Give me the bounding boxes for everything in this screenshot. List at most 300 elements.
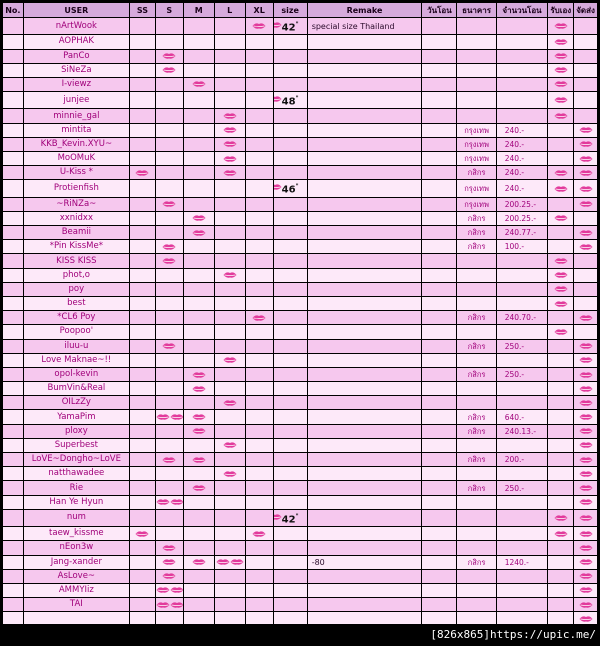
cell <box>245 541 273 555</box>
cell <box>245 35 273 49</box>
cell <box>214 339 245 353</box>
cell <box>130 509 156 526</box>
lips-icon <box>156 586 170 594</box>
cell <box>155 282 183 296</box>
cell <box>183 382 214 396</box>
cell <box>130 166 156 180</box>
cell <box>422 410 457 424</box>
lips-icon <box>579 314 593 322</box>
amount-cell: 250.- <box>496 367 548 381</box>
lips-icon <box>554 285 568 293</box>
cell <box>155 367 183 381</box>
bank-cell: กรุงเทพ <box>457 123 496 137</box>
table-row <box>3 137 598 151</box>
order-sheet <box>2 2 598 624</box>
cell <box>574 77 598 91</box>
cell <box>496 569 548 583</box>
cell <box>457 35 496 49</box>
table-row <box>3 240 598 254</box>
lips-icon <box>579 243 593 251</box>
cell <box>130 598 156 612</box>
cell <box>155 527 183 541</box>
cell <box>214 509 245 526</box>
cell <box>183 509 214 526</box>
cell <box>155 49 183 63</box>
cell <box>214 481 245 495</box>
cell <box>214 137 245 151</box>
table-row <box>3 268 598 282</box>
cell <box>245 339 273 353</box>
cell <box>155 151 183 165</box>
cell <box>155 109 183 123</box>
cell <box>457 495 496 509</box>
lips-icon <box>162 243 176 251</box>
cell <box>214 382 245 396</box>
table-row <box>3 77 598 91</box>
cell <box>548 92 574 109</box>
lips-icon <box>554 112 568 120</box>
cell <box>155 453 183 467</box>
lips-icon <box>579 371 593 379</box>
cell <box>130 211 156 225</box>
cell <box>548 569 574 583</box>
cell <box>496 353 548 367</box>
cell <box>214 240 245 254</box>
table-row <box>3 367 598 381</box>
remake-cell <box>307 325 422 339</box>
cell <box>422 396 457 410</box>
cell <box>3 240 24 254</box>
user-cell: best <box>23 296 129 310</box>
cell <box>422 226 457 240</box>
cell <box>183 296 214 310</box>
cell <box>422 353 457 367</box>
cell <box>574 197 598 211</box>
remake-cell <box>307 495 422 509</box>
cell <box>155 197 183 211</box>
cell <box>155 137 183 151</box>
cell <box>3 438 24 452</box>
cell <box>130 325 156 339</box>
cell <box>183 481 214 495</box>
lips-icon <box>579 456 593 464</box>
lips-icon <box>162 456 176 464</box>
cell <box>422 35 457 49</box>
cell <box>130 197 156 211</box>
table-row <box>3 438 598 452</box>
cell <box>155 166 183 180</box>
cell <box>3 254 24 268</box>
cell <box>548 339 574 353</box>
lips-icon <box>554 169 568 177</box>
table-row <box>3 467 598 481</box>
cell <box>548 467 574 481</box>
cell <box>457 296 496 310</box>
cell <box>574 583 598 597</box>
cell <box>457 282 496 296</box>
cell <box>214 555 245 569</box>
size-value: 46 <box>281 184 296 196</box>
user-cell: minnie_gal <box>23 109 129 123</box>
cell <box>574 438 598 452</box>
user-cell: nEon3w <box>23 541 129 555</box>
lips-icon <box>192 558 206 566</box>
cell <box>214 541 245 555</box>
remake-cell <box>307 35 422 49</box>
remake-cell <box>307 63 422 77</box>
remake-cell <box>307 367 422 381</box>
cell <box>548 424 574 438</box>
cell <box>574 311 598 325</box>
table-row <box>3 541 598 555</box>
user-cell: AOPHAK <box>23 35 129 49</box>
cell <box>574 509 598 526</box>
user-cell: poy <box>23 282 129 296</box>
cell <box>183 598 214 612</box>
lips-icon <box>579 155 593 163</box>
cell <box>245 18 273 35</box>
column-header: USER <box>23 3 129 18</box>
cell <box>214 527 245 541</box>
cell <box>130 35 156 49</box>
lips-icon <box>554 257 568 265</box>
user-cell: Rie <box>23 481 129 495</box>
cell <box>273 569 307 583</box>
lips-icon <box>162 544 176 552</box>
lips-icon <box>162 572 176 580</box>
cell <box>3 311 24 325</box>
lips-icon <box>554 22 568 30</box>
lips-icon <box>162 257 176 265</box>
cell <box>496 77 548 91</box>
size-value: 48 <box>281 96 296 108</box>
cell <box>574 325 598 339</box>
cell <box>130 63 156 77</box>
lips-icon <box>192 427 206 435</box>
lips-icon <box>554 214 568 222</box>
lips-icon <box>156 601 170 609</box>
remake-cell: -80 <box>307 555 422 569</box>
bank-cell: กสิกร <box>457 226 496 240</box>
cell <box>245 92 273 109</box>
cell <box>130 527 156 541</box>
cell <box>3 325 24 339</box>
cell <box>130 282 156 296</box>
remake-cell: special size Thailand <box>307 18 422 35</box>
lips-icon <box>554 300 568 308</box>
cell <box>496 325 548 339</box>
cell <box>422 77 457 91</box>
cell <box>496 396 548 410</box>
cell <box>245 467 273 481</box>
cell <box>574 296 598 310</box>
cell <box>422 453 457 467</box>
cell <box>3 495 24 509</box>
cell <box>245 495 273 509</box>
cell <box>245 353 273 367</box>
table-row <box>3 18 598 35</box>
cell <box>183 109 214 123</box>
cell <box>214 18 245 35</box>
cell <box>273 424 307 438</box>
cell <box>273 35 307 49</box>
cell <box>422 438 457 452</box>
cell <box>3 63 24 77</box>
lips-icon <box>273 513 282 521</box>
cell <box>155 541 183 555</box>
table-row <box>3 583 598 597</box>
cell <box>496 63 548 77</box>
cell <box>548 296 574 310</box>
cell <box>130 92 156 109</box>
cell <box>457 353 496 367</box>
user-cell: MoOMuK <box>23 151 129 165</box>
lips-icon <box>223 140 237 148</box>
cell <box>574 63 598 77</box>
table-row <box>3 63 598 77</box>
cell <box>3 77 24 91</box>
cell <box>457 396 496 410</box>
bank-cell: กรุงเทพ <box>457 137 496 151</box>
cell <box>496 49 548 63</box>
cell <box>273 598 307 612</box>
cell <box>245 166 273 180</box>
cell <box>214 583 245 597</box>
lips-icon <box>579 530 593 538</box>
remake-cell <box>307 410 422 424</box>
cell <box>155 583 183 597</box>
bank-cell: กสิกร <box>457 424 496 438</box>
cell <box>457 49 496 63</box>
cell <box>548 509 574 526</box>
user-cell: SiNeZa <box>23 63 129 77</box>
cell <box>183 254 214 268</box>
cell <box>457 509 496 526</box>
lips-icon <box>554 52 568 60</box>
cell <box>130 339 156 353</box>
cell <box>155 311 183 325</box>
cell <box>422 541 457 555</box>
cell <box>130 151 156 165</box>
cell <box>130 109 156 123</box>
cell <box>548 63 574 77</box>
lips-icon <box>216 558 230 566</box>
cell <box>3 268 24 282</box>
cell <box>155 481 183 495</box>
cell <box>273 109 307 123</box>
bank-cell: กรุงเทพ <box>457 180 496 197</box>
cell <box>422 180 457 197</box>
remake-cell <box>307 509 422 526</box>
cell <box>574 569 598 583</box>
cell <box>3 282 24 296</box>
cell <box>457 569 496 583</box>
cell <box>130 268 156 282</box>
remake-cell <box>307 180 422 197</box>
user-cell: BumVin&Real <box>23 382 129 396</box>
cell <box>130 541 156 555</box>
column-header: จัดส่ง <box>574 3 598 18</box>
cell <box>548 240 574 254</box>
cell <box>214 77 245 91</box>
cell <box>245 555 273 569</box>
cell <box>214 311 245 325</box>
cell <box>574 495 598 509</box>
cell <box>457 598 496 612</box>
cell <box>3 226 24 240</box>
cell <box>155 467 183 481</box>
table-row <box>3 109 598 123</box>
cell <box>422 49 457 63</box>
lips-icon <box>554 80 568 88</box>
cell <box>214 211 245 225</box>
cell <box>3 353 24 367</box>
cell <box>496 296 548 310</box>
cell <box>3 18 24 35</box>
column-header: Remake <box>307 3 422 18</box>
cell <box>422 467 457 481</box>
bank-cell: กสิกร <box>457 240 496 254</box>
user-cell: ~RiNZa~ <box>23 197 129 211</box>
cell <box>130 467 156 481</box>
cell <box>130 353 156 367</box>
cell <box>214 453 245 467</box>
user-cell: natthawadee <box>23 467 129 481</box>
remake-cell <box>307 240 422 254</box>
cell <box>496 583 548 597</box>
cell <box>574 282 598 296</box>
cell <box>496 382 548 396</box>
cell <box>422 197 457 211</box>
cell <box>245 453 273 467</box>
cell <box>183 339 214 353</box>
cell <box>548 438 574 452</box>
lips-icon <box>170 498 183 506</box>
table-row <box>3 598 598 612</box>
amount-cell: 250.- <box>496 339 548 353</box>
lips-icon <box>579 399 593 407</box>
cell <box>3 453 24 467</box>
cell <box>422 481 457 495</box>
cell <box>422 569 457 583</box>
lips-icon <box>273 21 282 29</box>
size-value: 42 <box>281 514 296 526</box>
cell <box>422 527 457 541</box>
cell <box>155 509 183 526</box>
cell <box>496 109 548 123</box>
table-row <box>3 254 598 268</box>
column-header: XL <box>245 3 273 18</box>
cell <box>130 481 156 495</box>
cell <box>422 254 457 268</box>
lips-icon <box>223 126 237 134</box>
cell <box>155 495 183 509</box>
amount-cell: 1240.- <box>496 555 548 569</box>
cell <box>548 268 574 282</box>
cell <box>273 467 307 481</box>
amount-cell: 640.- <box>496 410 548 424</box>
lips-icon <box>579 229 593 237</box>
cell <box>574 211 598 225</box>
lips-icon <box>223 441 237 449</box>
cell <box>155 35 183 49</box>
cell <box>3 555 24 569</box>
cell <box>130 240 156 254</box>
cell <box>273 166 307 180</box>
lips-icon <box>223 470 237 478</box>
cell <box>548 226 574 240</box>
cell <box>183 311 214 325</box>
cell <box>155 424 183 438</box>
cell <box>245 410 273 424</box>
cell <box>548 325 574 339</box>
amount-cell: 250.- <box>496 481 548 495</box>
column-header: รับเอง <box>548 3 574 18</box>
cell <box>548 109 574 123</box>
cell <box>548 396 574 410</box>
lips-icon <box>162 342 176 350</box>
cell <box>548 495 574 509</box>
cell <box>130 296 156 310</box>
cell <box>422 296 457 310</box>
column-header: No. <box>3 3 24 18</box>
cell <box>245 311 273 325</box>
cell <box>183 424 214 438</box>
lips-icon <box>554 271 568 279</box>
cell <box>273 325 307 339</box>
cell <box>548 151 574 165</box>
table-row <box>3 495 598 509</box>
cell <box>245 424 273 438</box>
cell <box>183 467 214 481</box>
cell <box>130 424 156 438</box>
cell <box>496 35 548 49</box>
cell <box>183 268 214 282</box>
cell <box>245 77 273 91</box>
remake-cell <box>307 396 422 410</box>
cell <box>3 367 24 381</box>
remake-cell <box>307 77 422 91</box>
lips-icon <box>579 601 593 609</box>
bank-cell: กรุงเทพ <box>457 151 496 165</box>
lips-icon <box>579 572 593 580</box>
cell <box>548 367 574 381</box>
lips-icon <box>579 586 593 594</box>
cell <box>245 137 273 151</box>
lips-icon <box>579 413 593 421</box>
cell <box>422 339 457 353</box>
cell <box>130 495 156 509</box>
remake-cell <box>307 151 422 165</box>
lips-icon <box>579 470 593 478</box>
cell <box>457 527 496 541</box>
cell <box>130 396 156 410</box>
table-row <box>3 410 598 424</box>
user-cell: ploxy <box>23 424 129 438</box>
lips-icon <box>554 514 568 522</box>
cell <box>245 180 273 197</box>
lips-icon <box>162 200 176 208</box>
cell <box>273 410 307 424</box>
cell <box>3 396 24 410</box>
cell <box>214 367 245 381</box>
user-cell: junjee <box>23 92 129 109</box>
cell <box>457 325 496 339</box>
cell <box>422 311 457 325</box>
cell <box>548 311 574 325</box>
size-cell: 42" <box>273 18 307 35</box>
cell <box>496 92 548 109</box>
